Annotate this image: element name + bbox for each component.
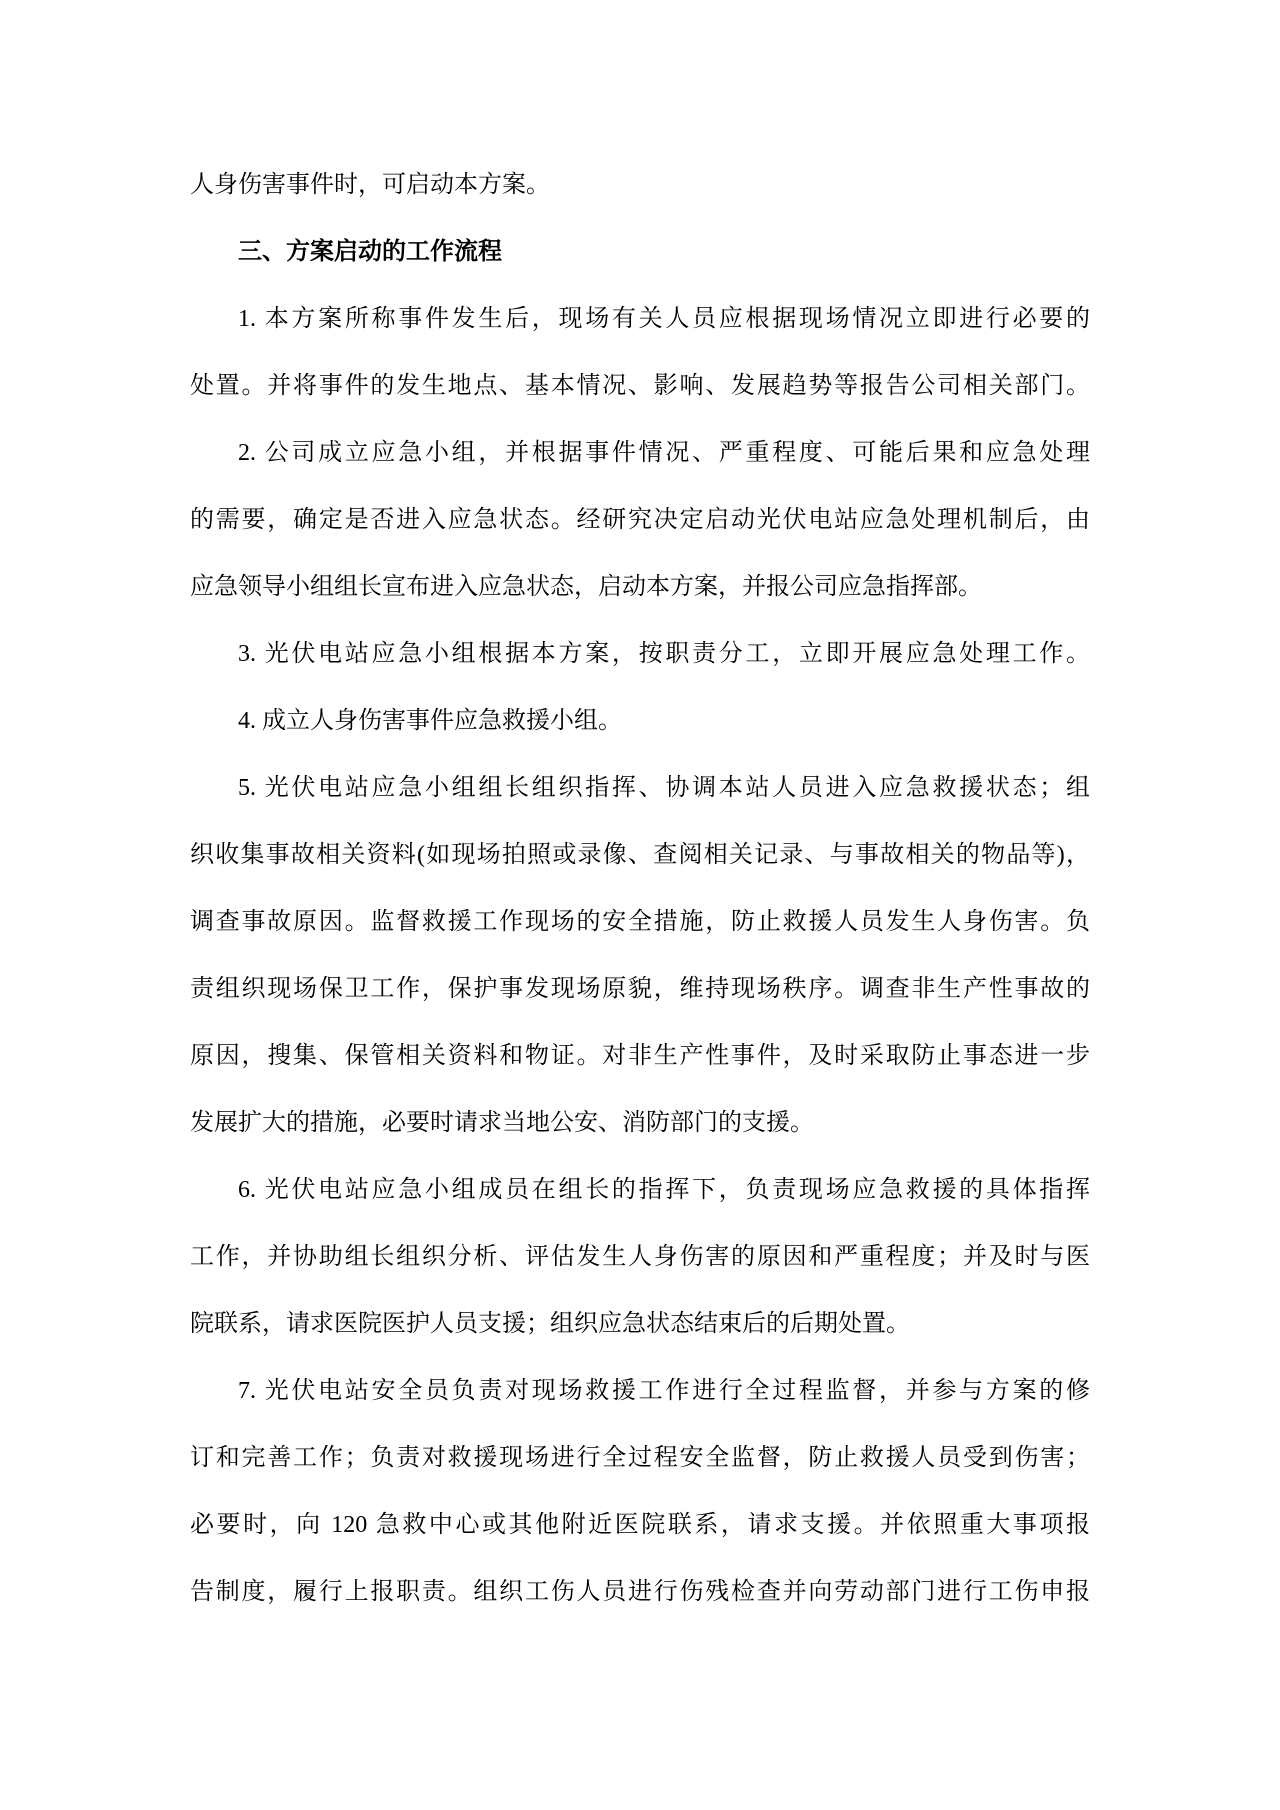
text-line: 必要时，向 120 急救中心或其他附近医院联系，请求支援。并依照重大事项报 (190, 1512, 1090, 1538)
text-line-item-3: 3. 光伏电站应急小组根据本方案，按职责分工，立即开展应急处理工作。 (238, 641, 1090, 667)
text-line: 发展扩大的措施，必要时请求当地公安、消防部门的支援。 (190, 1110, 814, 1136)
document-content (190, 152, 1090, 1626)
text-line-continuation: 人身伤害事件时，可启动本方案。 (190, 172, 550, 198)
text-line: 原因，搜集、保管相关资料和物证。对非生产性事件，及时采取防止事态进一步 (190, 1043, 1090, 1069)
text-line-item-1: 1. 本方案所称事件发生后，现场有关人员应根据现场情况立即进行必要的 (238, 306, 1090, 332)
text-line-item-5: 5. 光伏电站应急小组组长组织指挥、协调本站人员进入应急救援状态；组 (238, 775, 1090, 801)
text-line-item-6: 6. 光伏电站应急小组成员在组长的指挥下，负责现场应急救援的具体指挥 (238, 1177, 1090, 1203)
text-line: 处置。并将事件的发生地点、基本情况、影响、发展趋势等报告公司相关部门。 (190, 373, 1090, 399)
text-line-item-2: 2. 公司成立应急小组，并根据事件情况、严重程度、可能后果和应急处理 (238, 440, 1090, 466)
text-line-item-4: 4. 成立人身伤害事件应急救援小组。 (238, 708, 622, 734)
text-line: 应急领导小组组长宣布进入应急状态，启动本方案，并报公司应急指挥部。 (190, 574, 982, 600)
text-line: 的需要，确定是否进入应急状态。经研究决定启动光伏电站应急处理机制后，由 (190, 507, 1090, 533)
text-line: 调查事故原因。监督救援工作现场的安全措施，防止救援人员发生人身伤害。负 (190, 909, 1090, 935)
text-line: 告制度，履行上报职责。组织工伤人员进行伤残检查并向劳动部门进行工伤申报 (190, 1579, 1090, 1605)
section-heading: 三、方案启动的工作流程 (238, 239, 502, 265)
text-line: 织收集事故相关资料(如现场拍照或录像、查阅相关记录、与事故相关的物品等)， (190, 842, 1090, 868)
text-line: 工作，并协助组长组织分析、评估发生人身伤害的原因和严重程度；并及时与医 (190, 1244, 1090, 1270)
text-line: 责组织现场保卫工作，保护事发现场原貌，维持现场秩序。调查非生产性事故的 (190, 976, 1090, 1002)
text-line: 院联系，请求医院医护人员支援；组织应急状态结束后的后期处置。 (190, 1311, 910, 1337)
text-line-item-7: 7. 光伏电站安全员负责对现场救援工作进行全过程监督，并参与方案的修 (238, 1378, 1090, 1404)
text-line: 订和完善工作；负责对救援现场进行全过程安全监督，防止救援人员受到伤害； (190, 1445, 1090, 1471)
